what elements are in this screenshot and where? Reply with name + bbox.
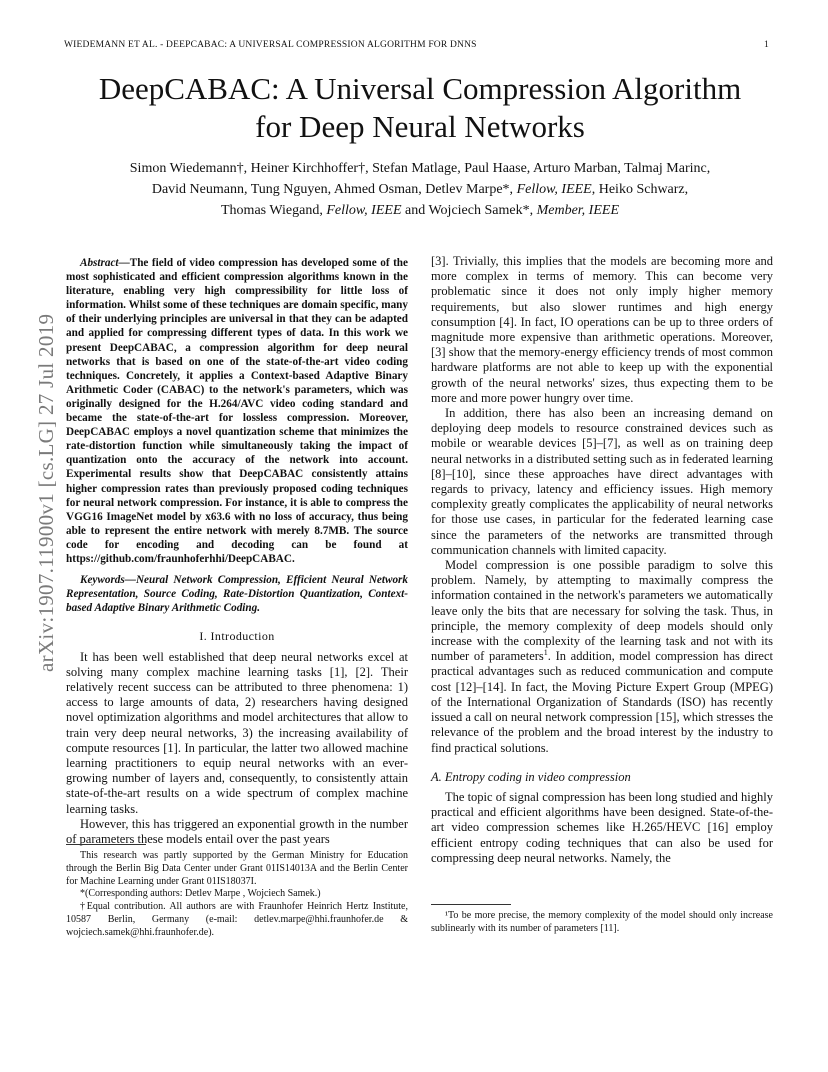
right-paragraph-3-part-2: . In addition, model compression has direct practical advantages such as reduced communication and compute cost [12]–[14]. In fact, the Moving Picture Expert Group (MPEG) of the International Organization of Standards (ISO) has recently issued a call on neural network compression [15], which stresses the relevance of the problem and the broad interest by the industry to find practical solutions. [431,649,773,755]
authors-line-3-rest: and Wojciech Samek*, [401,203,537,218]
authors-line-2 [60,179,780,200]
footnote-marker: 1 [543,648,548,658]
abstract [66,256,408,566]
authors-line-3 [60,200,780,221]
title-line-1: DeepCABAC: A Universal Compression Algorithm [98,71,742,106]
left-footnotes [66,850,408,940]
keywords-lead: Keywords [80,574,125,587]
right-paragraph-3 [431,558,773,756]
funding-footnote: This research was partly supported by the German Ministry for Education through the Berlin Big Data Center under Grant 01IS14013A and the Berlin Center for Machine Learning under Grant 01IS18037I. [66,850,408,887]
page-number: 1 [764,40,769,50]
authors-line-2-rest: , Heiko Schwarz, [591,182,689,197]
affiliation-footnote: †Equal contribution. All authors are with Fraunhofer Heinrich Hertz Institute, 10587 Berlin, Germany (e-mail: detlev.marpe@hhi.fraunhofer.de & wojciech.samek@hhi.fraunhofer.de). [66,901,408,938]
right-paragraph-2: In addition, there has also been an increasing demand on deploying deep models to resource constrained devices such as mobile or wearable devices [5]–[7], as well as on training deep neural networks in a distributed setting such as in federated learning [8]–[10], since these approaches have direct advantages with regards to privacy, latency and efficiency issues. High memory complexity greatly complicates the applicability of neural networks for those use cases, in particular for the federated learning case since the parameters of the networks are transmitted through communication channels with limited capacity. [431,406,773,557]
complexity-footnote: ¹To be more precise, the memory complexity of the model should only increase sublinearly with its number of parameters [11]. [431,910,773,934]
authors-line-2-names: David Neumann, Tung Nguyen, Ahmed Osman, Detlev Marpe*, [151,182,517,197]
abstract-text: —The field of video compression has developed some of the most sophisticated and efficient compression algorithms known in the literature, enabling very high compressibility for little loss of information. Whilst some of these techniques are domain specific, many of their underlying principles are universal in that they can be adapted and applied for compressing different types of data. In this work we present DeepCABAC, a compression algorithm for deep neural networks that is based on one of the state-of-the-art video coding techniques. Concretely, it applies a Context-based Adaptive Binary Arithmetic Coder (CABAC) to the network's parameters, which was originally designed for the H.264/AVC video coding standard and became the state-of-the-art for lossless compression. Moreover, DeepCABAC employs a novel quantization scheme that minimizes the rate-distortion function while simultaneously taking the impact of quantization onto the accuracy of the network into account. Experimental results show that DeepCABAC consistently attains higher compression rates than previously proposed coding techniques for neural network compression. For instance, it is able to compress the VGG16 ImageNet model by x63.6 with no loss of accuracy, thus being able to represent the entire network with merely 8.7MB. The source code for encoding and decoding can be found at https://github.com/fraunhoferhhi/DeepCABAC. [66,257,408,565]
abstract-lead: Abstract [80,257,119,269]
running-head: WIEDEMANN ET AL. - DEEPCABAC: A UNIVERSAL COMPRESSION ALGORITHM FOR DNNS [64,40,477,50]
right-paragraph-1: [3]. Trivially, this implies that the models are becoming more and more complex in terms of memory. This can become very problematic since it does not only imply higher memory requirements, but also slower runtimes and high energy consumption [4]. In fact, IO operations can be up to three orders of magnitude more expensive than arithmetic operations. Moreover, [3] show that the memory-energy efficiency trends of most common hardware platforms are not able to keep up with the exponential growth of the neural networks' sizes, thus expecting them to be more and more power hungry over time. [431,254,773,405]
authors-line-1: Simon Wiedemann†, Heiner Kirchhoffer†, Stefan Matlage, Paul Haase, Arturo Marban, Talmaj Marinc, [129,161,711,176]
arxiv-identifier-watermark: arXiv:1907.11900v1 [cs.LG] 27 Jul 2019 [34,313,58,672]
right-footnotes [431,910,773,936]
authors-line-3-names: Thomas Wiegand, [221,203,327,218]
keywords [66,573,408,615]
corresponding-authors-footnote: *(Corresponding authors: Detlev Marpe , Wojciech Samek.) [80,888,321,900]
left-column [66,256,408,847]
footnote-rule-left [66,844,146,845]
footnote-rule-right [431,904,511,905]
right-paragraph-3-part-1: Model compression is one possible paradigm to solve this problem. Namely, by attempting to maximally compress the information contained in the network's parameters we automatically leave only the bits that are necessary for solving the task. Thus, in principle, the memory complexity of deep models should only increase with the complexity of the learning task and not with its number of parameters [431,558,773,664]
keywords-text: —Neural Network Compression, Efficient Neural Network Representation, Source Coding, Rate-Distortion Quantization, Context-based Adaptive Binary Arithmetic Coding. [66,574,408,615]
authors-line-2-title: Fellow, IEEE [516,182,592,197]
authors-line-3-title-2: Member, IEEE [536,203,619,218]
right-column [431,254,773,866]
subsection-heading-entropy-coding: A. Entropy coding in video compression [431,769,631,784]
paper-title [40,70,800,146]
title-line-2: for Deep Neural Networks [255,109,585,144]
intro-paragraph-1: It has been well established that deep neural networks excel at solving many complex machine learning tasks [1], [2]. Their relatively recent success can be attributed to three phenomena: 1) access to large amounts of data, 2) researchers having designed novel optimization algorithms and model architectures that allow to train very deep neural networks, 3) the increasing availability of compute resources [1]. In particular, the latter two allowed machine learning practitioners to equip neural networks with an ever-growing number of layers and, consequently, to consistently attain state-of-the-art results on a wide spectrum of complex machine learning tasks. [66,649,408,816]
right-paragraph-4: The topic of signal compression has been long studied and highly practical and efficient algorithms have been designed. State-of-the-art video compression schemes like H.265/HEVC [16] employ efficient entropy coding techniques that can also be used for compressing deep neural networks. Namely, the [431,789,773,865]
authors-line-3-title-1: Fellow, IEEE [326,203,402,218]
author-list [60,158,780,221]
intro-paragraph-2: However, this has triggered an exponential growth in the number of parameters these models entail over the past years [66,816,408,846]
section-heading-introduction: I. Introduction [199,629,275,644]
